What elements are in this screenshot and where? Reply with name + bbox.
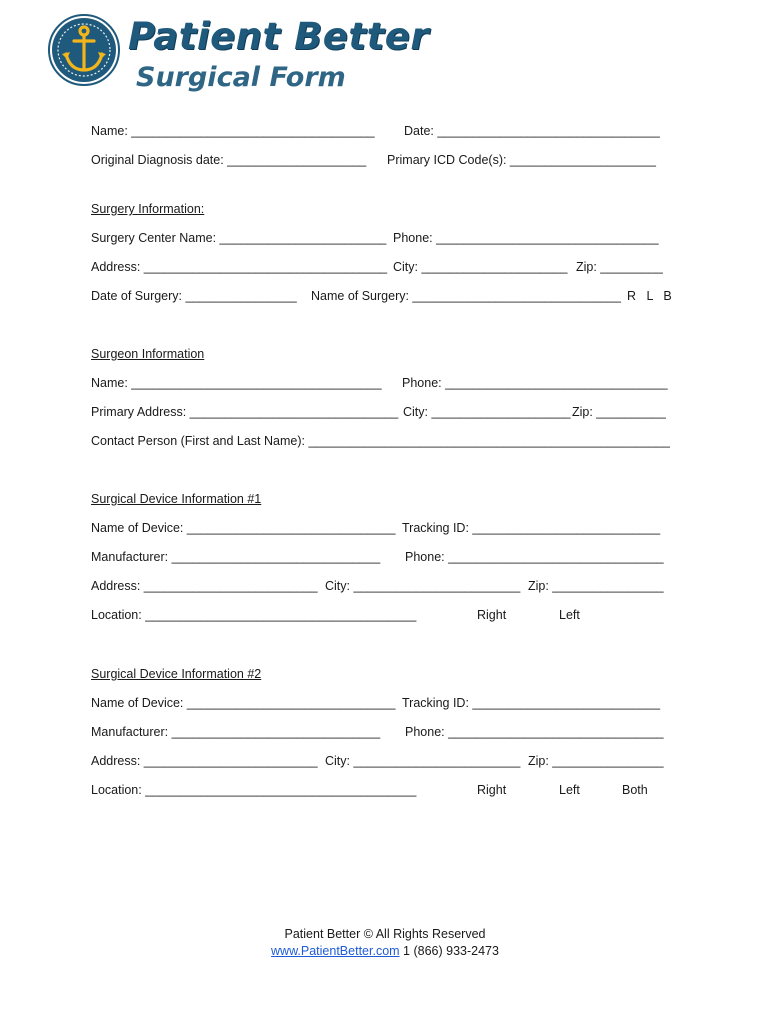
device2-address-field[interactable]: Address: _________________________: [91, 754, 318, 768]
device2-name-field[interactable]: Name of Device: ______________________________: [91, 696, 396, 710]
surgeon-zip-field[interactable]: Zip: __________: [572, 405, 666, 419]
device1-name-field[interactable]: Name of Device: ______________________________: [91, 521, 396, 535]
device1-city-field[interactable]: City: ________________________: [325, 579, 521, 593]
device2-manufacturer-field[interactable]: Manufacturer: ______________________________: [91, 725, 381, 739]
device2-right-option[interactable]: Right: [477, 783, 507, 797]
surgery-side-options[interactable]: R L B: [627, 289, 672, 303]
diagnosis-date-field[interactable]: Original Diagnosis date: ____________________: [91, 153, 367, 167]
contact-person-field[interactable]: Contact Person (First and Last Name): ____________________________________________________: [91, 434, 670, 448]
surgeon-name-field[interactable]: Name: ____________________________________: [91, 376, 382, 390]
patient-date-field[interactable]: Date: ________________________________: [404, 124, 660, 138]
device1-tracking-field[interactable]: Tracking ID: ___________________________: [402, 521, 661, 535]
surgery-info-heading: Surgery Information:: [91, 202, 205, 216]
device1-phone-field[interactable]: Phone: _______________________________: [405, 550, 664, 564]
device1-right-option[interactable]: Right: [477, 608, 507, 622]
device1-left-option[interactable]: Left: [559, 608, 580, 622]
device1-zip-field[interactable]: Zip: ________________: [528, 579, 664, 593]
device1-manufacturer-field[interactable]: Manufacturer: ______________________________: [91, 550, 381, 564]
form-title: Surgical Form: [136, 62, 346, 93]
surgeon-city-field[interactable]: City: ____________________: [403, 405, 571, 419]
surgery-date-field[interactable]: Date of Surgery: ________________: [91, 289, 297, 303]
device1-location-field[interactable]: Location: _______________________________________: [91, 608, 417, 622]
device2-location-field[interactable]: Location: _______________________________________: [91, 783, 417, 797]
device1-heading: Surgical Device Information #1: [91, 492, 262, 506]
surgery-center-name-field[interactable]: Surgery Center Name: ________________________: [91, 231, 387, 245]
footer-contact: [0, 945, 770, 958]
surgery-center-phone-field[interactable]: Phone: ________________________________: [393, 231, 659, 245]
icd-code-field[interactable]: Primary ICD Code(s): _____________________: [387, 153, 656, 167]
device2-tracking-field[interactable]: Tracking ID: ___________________________: [402, 696, 661, 710]
device2-phone-field[interactable]: Phone: _______________________________: [405, 725, 664, 739]
device2-zip-field[interactable]: Zip: ________________: [528, 754, 664, 768]
surgery-name-field[interactable]: Name of Surgery: ______________________________: [311, 289, 621, 303]
surgery-address-field[interactable]: Address: ___________________________________: [91, 260, 388, 274]
device2-left-option[interactable]: Left: [559, 783, 580, 797]
device2-both-option[interactable]: Both: [622, 783, 648, 797]
device1-address-field[interactable]: Address: _________________________: [91, 579, 318, 593]
surgery-city-field[interactable]: City: _____________________: [393, 260, 568, 274]
footer-copyright: Patient Better © All Rights Reserved: [284, 927, 486, 941]
surgeon-info-heading: Surgeon Information: [91, 347, 205, 361]
device2-heading: Surgical Device Information #2: [91, 667, 262, 681]
footer-phone: 1 (866) 933-2473: [403, 944, 499, 958]
surgeon-address-field[interactable]: Primary Address: ______________________________: [91, 405, 399, 419]
brand-name: Patient Better: [128, 15, 430, 58]
device2-city-field[interactable]: City: ________________________: [325, 754, 521, 768]
website-link[interactable]: www.PatientBetter.com: [271, 944, 400, 958]
patient-name-field[interactable]: Name: ___________________________________: [91, 124, 375, 138]
surgeon-phone-field[interactable]: Phone: ________________________________: [402, 376, 668, 390]
anchor-icon: [48, 14, 120, 86]
surgery-zip-field[interactable]: Zip: _________: [576, 260, 663, 274]
